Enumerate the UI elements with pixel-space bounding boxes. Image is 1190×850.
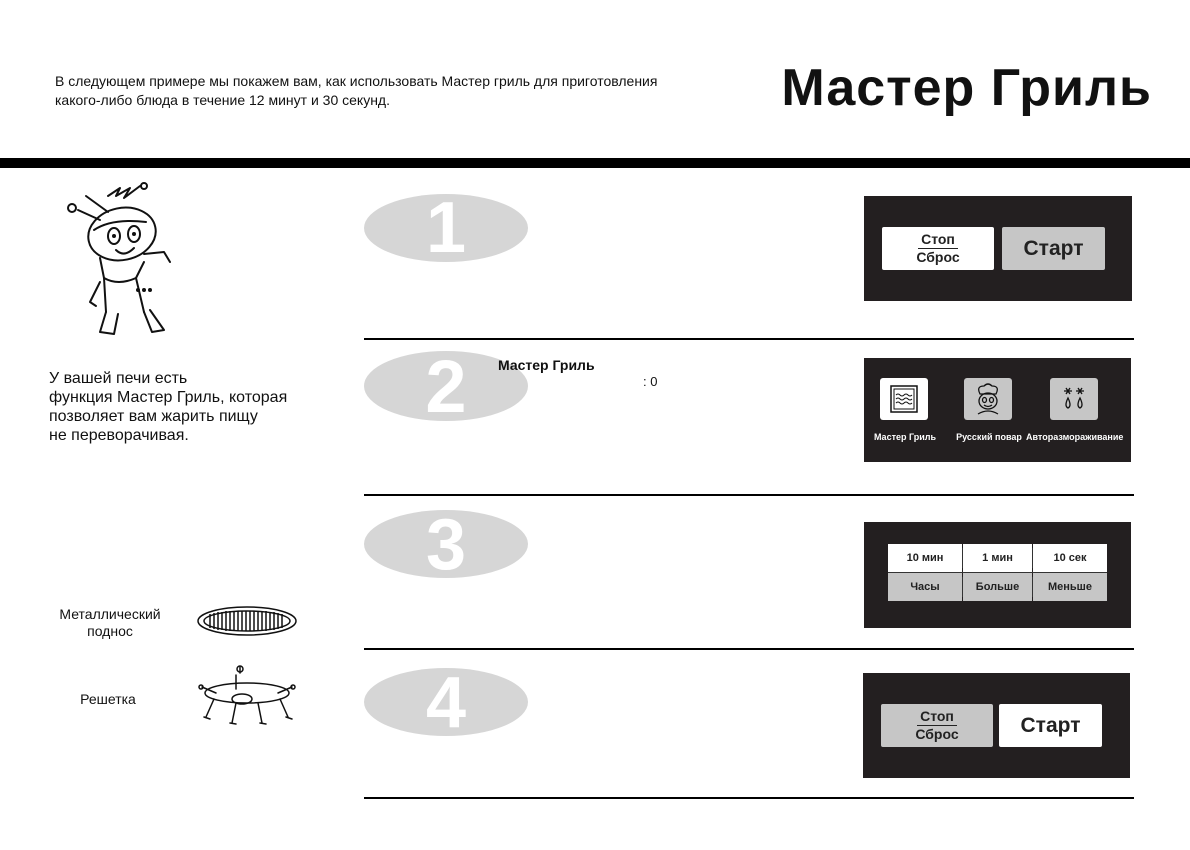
step-3-number: 3 [425,508,467,580]
keypad-separator [1032,577,1033,597]
start-button[interactable] [1002,227,1105,270]
step-4-number: 4 [425,666,467,738]
more-button[interactable]: Больше [963,573,1032,601]
step-2-display: : 0 [643,374,658,389]
defrost-icon [1059,384,1089,414]
keypad-row-divider [888,572,1107,573]
time-keypad [888,544,1107,601]
russian-chef-label: Русский повар [956,432,1022,442]
header-divider [0,158,1190,168]
stop-label: Стоп [917,709,957,726]
grill-description [49,369,287,445]
reset-label: Сброс [916,248,960,265]
master-grill-icon [889,384,919,414]
stop-reset-button[interactable] [881,704,993,747]
hours-button[interactable]: Часы [888,573,962,601]
metal-tray-icon [196,604,298,638]
rack-label-line: Решетка [80,691,136,707]
intro-text [55,72,775,110]
keypad-separator [1032,548,1033,568]
grill-rack-label [68,691,148,708]
description-line: не переворачивая. [49,427,189,444]
tray-label-line: Металлический [59,606,161,622]
start-label: Старт [1020,713,1081,737]
mascot-illustration [60,182,200,342]
step-1-badge [362,192,532,264]
start-label: Старт [1023,236,1084,260]
step-1-panel [864,196,1132,301]
step-divider [364,494,1134,496]
stop-label: Стоп [918,232,958,249]
intro-line-2: какого-либо блюда в течение 12 минут и 30 секунд. [55,92,390,108]
chef-icon [972,382,1004,416]
step-4-badge [362,666,532,738]
keypad-separator [962,548,963,568]
step-divider [364,648,1134,650]
description-line: У вашей печи есть [49,370,188,387]
stop-reset-button[interactable] [882,227,994,270]
description-line: позволяет вам жарить пищу [49,408,258,425]
master-grill-button[interactable] [880,378,928,420]
start-button[interactable] [999,704,1102,747]
step-3-badge [362,508,532,580]
one-min-button[interactable]: 1 мин [963,544,1032,572]
tray-label-line: поднос [87,623,133,639]
auto-defrost-button[interactable] [1050,378,1098,420]
ten-sec-button[interactable]: 10 сек [1033,544,1107,572]
intro-line-1: В следующем примере мы покажем вам, как использовать Мастер гриль для приготовления [55,73,658,89]
step-divider [364,797,1134,799]
grill-rack-icon [196,663,298,729]
step-2-number: 2 [425,348,467,424]
step-4-panel [863,673,1130,778]
keypad-separator [962,577,963,597]
step-1-number: 1 [425,192,467,264]
page-title: Мастер Гриль [781,59,1152,117]
reset-label: Сброс [915,725,959,742]
step-divider [364,338,1134,340]
master-grill-label: Мастер Гриль [873,432,937,442]
step-2-title: Мастер Гриль [498,357,595,373]
russian-chef-button[interactable] [964,378,1012,420]
ten-min-button[interactable]: 10 мин [888,544,962,572]
auto-defrost-label: Авторазмораживание [1026,432,1124,442]
description-line: функция Мастер Гриль, которая [49,389,288,406]
metal-tray-label [45,606,175,640]
less-button[interactable]: Меньше [1033,573,1107,601]
